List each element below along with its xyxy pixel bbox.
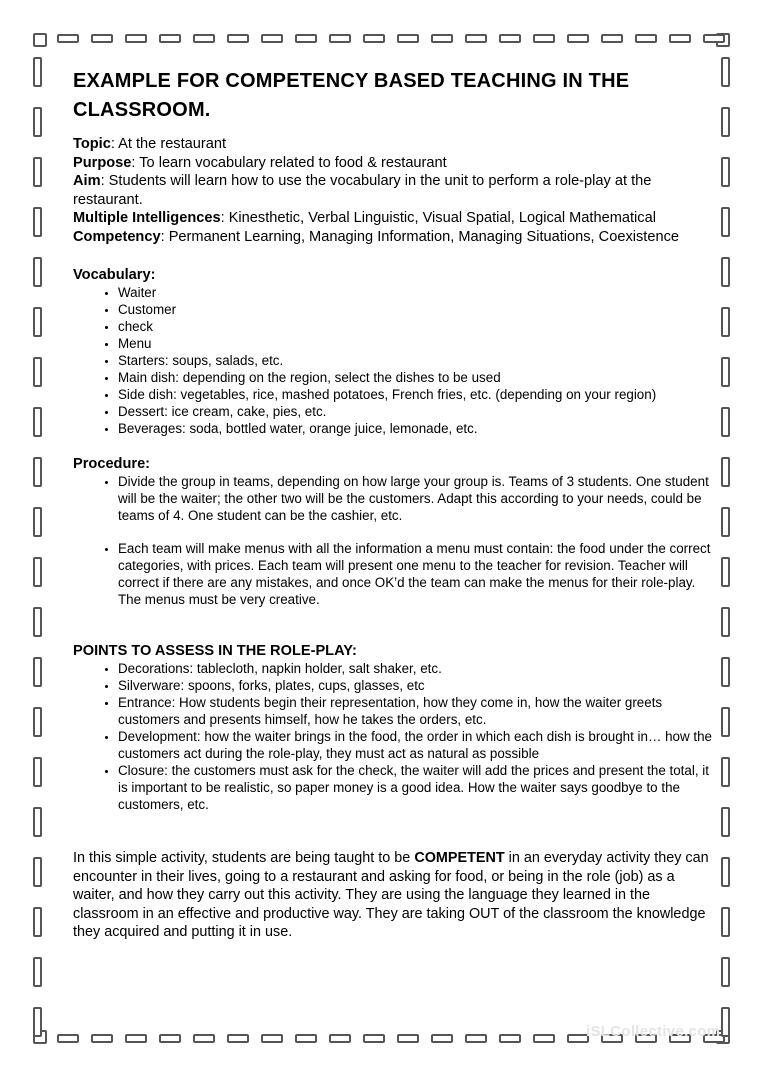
border-segment bbox=[397, 34, 419, 43]
border-segment bbox=[33, 33, 47, 47]
border-segment bbox=[465, 34, 487, 43]
border-segment bbox=[295, 1034, 317, 1043]
border-segment bbox=[33, 107, 42, 137]
border-segment bbox=[721, 257, 730, 287]
conclusion-text-start: In this simple activity, students are being taught to be bbox=[73, 850, 415, 866]
border-segment bbox=[33, 357, 42, 387]
border-segment bbox=[33, 657, 42, 687]
border-segment bbox=[721, 107, 730, 137]
mi-label: Multiple Intelligences bbox=[73, 210, 221, 226]
border-segment bbox=[721, 457, 730, 487]
assess-list bbox=[73, 660, 713, 813]
border-segment bbox=[465, 1034, 487, 1043]
multiple-intelligences-line bbox=[73, 209, 713, 228]
border-segment bbox=[91, 1034, 113, 1043]
assess-heading: POINTS TO ASSESS IN THE ROLE-PLAY: bbox=[73, 643, 357, 659]
border-segment bbox=[261, 34, 283, 43]
purpose-label: Purpose bbox=[73, 154, 132, 171]
list-item: • Decorations: tablecloth, napkin holder, salt shaker, etc. bbox=[118, 660, 713, 677]
border-segment bbox=[721, 557, 730, 587]
border-segment bbox=[33, 507, 42, 537]
topic-line bbox=[73, 135, 713, 154]
conclusion-paragraph bbox=[73, 849, 713, 942]
border-segment bbox=[703, 34, 725, 43]
border-segment bbox=[363, 34, 385, 43]
border-segment bbox=[721, 357, 730, 387]
purpose-value: : To learn vocabulary related to food & restaurant bbox=[131, 154, 447, 171]
purpose-line bbox=[73, 154, 713, 173]
border-segment bbox=[431, 1034, 453, 1043]
border-segment bbox=[721, 807, 730, 837]
list-item: • Entrance: How students begin their representation, how they come in, how the waiter greets customers and presents himself, how he takes the orders, etc. bbox=[118, 694, 713, 728]
border-segment bbox=[397, 1034, 419, 1043]
border-segment bbox=[721, 1007, 730, 1037]
topic-label: Topic bbox=[73, 136, 111, 152]
worksheet-content bbox=[73, 67, 713, 942]
border-segment bbox=[533, 1034, 555, 1043]
border-segment bbox=[125, 34, 147, 43]
border-segment bbox=[33, 207, 42, 237]
border-segment bbox=[721, 407, 730, 437]
aim-label: Aim bbox=[73, 173, 101, 189]
list-item: • Dessert: ice cream, cake, pies, etc. bbox=[118, 403, 713, 420]
border-segment bbox=[721, 757, 730, 787]
border-segment bbox=[33, 857, 42, 887]
border-segment bbox=[635, 34, 657, 43]
list-item: • Beverages: soda, bottled water, orange juice, lemonade, etc. bbox=[118, 420, 713, 437]
border-segment bbox=[499, 1034, 521, 1043]
border-segment bbox=[33, 257, 42, 287]
border-segment bbox=[533, 34, 555, 43]
border-segment bbox=[721, 707, 730, 737]
border-segment bbox=[295, 34, 317, 43]
border-segment bbox=[721, 507, 730, 537]
list-item: • Starters: soups, salads, etc. bbox=[118, 352, 713, 369]
border-segment bbox=[33, 57, 42, 87]
border-segment bbox=[125, 1034, 147, 1043]
mi-value: : Kinesthetic, Verbal Linguistic, Visual Spatial, Logical Mathematical bbox=[220, 210, 656, 226]
border-segment bbox=[227, 1034, 249, 1043]
watermark-logo: iSLCollective.com bbox=[586, 1023, 721, 1040]
border-segment bbox=[329, 1034, 351, 1043]
vocabulary-heading: Vocabulary: bbox=[73, 267, 156, 283]
list-item: • Side dish: vegetables, rice, mashed potatoes, French fries, etc. (depending on your region) bbox=[118, 386, 713, 403]
list-item: • Divide the group in teams, depending on how large your group is. Teams of 3 students. One student will be the waiter; the other two will be the customers. Adapt this according to your needs, could be teams of 4. One student can be the cashier, etc. bbox=[118, 473, 713, 524]
border-segment bbox=[721, 207, 730, 237]
border-segment bbox=[193, 1034, 215, 1043]
border-segment bbox=[33, 757, 42, 787]
conclusion-text-end: in an everyday activity they can encounter in their lives, going to a restaurant and asking for food, or being in the role (job) as a waiter, and how they carry out this activity. They are using the language they learned in the classroom in an effective and productive way. They are taking OUT of the classroom the knowledge they acquired and putting it in use. bbox=[73, 850, 709, 941]
border-segment bbox=[721, 157, 730, 187]
border-segment bbox=[57, 34, 79, 43]
competency-label: Competency bbox=[73, 228, 161, 245]
border-segment bbox=[329, 34, 351, 43]
border-segment bbox=[363, 1034, 385, 1043]
border-segment bbox=[721, 957, 730, 987]
border-segment bbox=[431, 34, 453, 43]
competency-line bbox=[73, 228, 713, 247]
border-segment bbox=[601, 34, 623, 43]
border-segment bbox=[669, 34, 691, 43]
border-segment bbox=[33, 707, 42, 737]
border-segment bbox=[33, 1007, 42, 1037]
topic-value: : At the restaurant bbox=[110, 136, 227, 152]
border-segment bbox=[33, 907, 42, 937]
list-item: • Development: how the waiter brings in the food, the order in which each dish is brought in… how the customers act during the role-play, they must act as natural as possible bbox=[118, 728, 713, 762]
aim-line bbox=[73, 172, 713, 209]
list-item: • Customer bbox=[118, 301, 713, 318]
border-segment bbox=[33, 957, 42, 987]
list-item: • Closure: the customers must ask for the check, the waiter will add the prices and present the total, it is important to be realistic, so paper money is a good idea. How the waiter says goodbye to the customers, etc. bbox=[118, 762, 713, 813]
list-item: • Each team will make menus with all the information a menu must contain: the food under the correct categories, with prices. Each team will present one menu to the teacher for revision. Teacher will correct if there are any mistakes, and once OK’d the team can make the menus for their role-play. The menus must be very creative. bbox=[118, 540, 713, 608]
page-title: EXAMPLE FOR COMPETENCY BASED TEACHING IN THE CLASSROOM. bbox=[73, 70, 630, 121]
border-segment bbox=[33, 407, 42, 437]
border-segment bbox=[33, 807, 42, 837]
list-item: • Silverware: spoons, forks, plates, cups, glasses, etc bbox=[118, 677, 713, 694]
border-segment bbox=[567, 34, 589, 43]
competency-value: : Permanent Learning, Managing Information, Managing Situations, Coexistence bbox=[160, 228, 679, 245]
conclusion-emphasis: COMPETENT bbox=[414, 850, 505, 866]
border-segment bbox=[499, 34, 521, 43]
border-segment bbox=[721, 607, 730, 637]
border-segment bbox=[721, 307, 730, 337]
list-item: • Main dish: depending on the region, select the dishes to be used bbox=[118, 369, 713, 386]
border-segment bbox=[227, 34, 249, 43]
border-segment bbox=[159, 1034, 181, 1043]
border-segment bbox=[261, 1034, 283, 1043]
procedure-heading: Procedure: bbox=[73, 456, 151, 472]
border-segment bbox=[721, 57, 730, 87]
border-segment bbox=[721, 857, 730, 887]
border-segment bbox=[33, 557, 42, 587]
list-item: • Menu bbox=[118, 335, 713, 352]
border-segment bbox=[721, 657, 730, 687]
border-segment bbox=[33, 457, 42, 487]
border-segment bbox=[33, 307, 42, 337]
aim-value: : Students will learn how to use the vocabulary in the unit to perform a role-play at the restaurant. bbox=[73, 173, 652, 208]
list-item: • check bbox=[118, 318, 713, 335]
border-segment bbox=[159, 34, 181, 43]
border-segment bbox=[33, 157, 42, 187]
border-segment bbox=[91, 34, 113, 43]
list-item: • Waiter bbox=[118, 284, 713, 301]
border-segment bbox=[57, 1034, 79, 1043]
procedure-list bbox=[73, 473, 713, 608]
border-segment bbox=[193, 34, 215, 43]
border-segment bbox=[721, 907, 730, 937]
vocabulary-list bbox=[73, 284, 713, 437]
border-segment bbox=[33, 607, 42, 637]
